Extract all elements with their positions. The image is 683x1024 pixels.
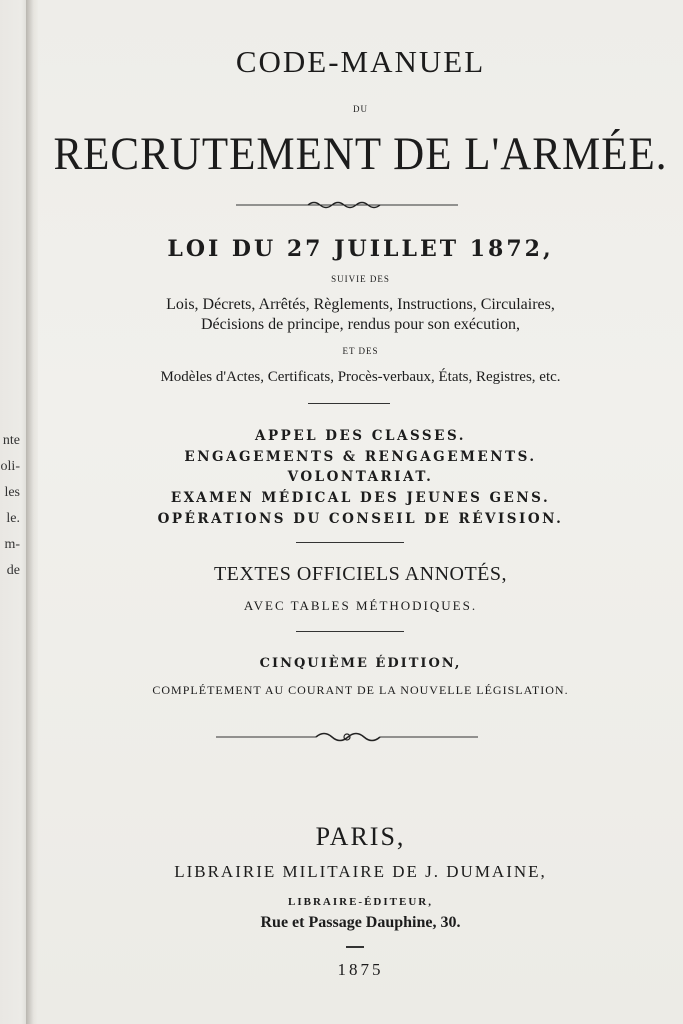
law-line-2: Décisions de principe, rendus pour son exécution, [200, 316, 521, 333]
left-page-fragment: m- [4, 537, 20, 552]
imprint-role: LIBRAIRE-ÉDITEUR, [288, 896, 433, 908]
imprint-dash [346, 946, 364, 948]
subject-item: EXAMEN MÉDICAL DES JEUNES GENS. [170, 490, 551, 506]
edition-note: COMPLÉTEMENT AU COURANT DE LA NOUVELLE LÉGISLATION. [152, 683, 569, 697]
edition-ornament-rule [216, 728, 478, 746]
law-et-des: ET DES [342, 346, 379, 356]
imprint-city: PARIS, [315, 822, 406, 851]
title-line-1: CODE-MANUEL [235, 44, 486, 79]
imprint-address: Rue et Passage Dauphine, 30. [260, 914, 461, 931]
subject-item: ENGAGEMENTS & RENGAGEMENTS. [184, 449, 537, 465]
section-divider [308, 403, 390, 404]
law-heading: LOI DU 27 JUILLET 1872, [167, 236, 554, 262]
edition-label: CINQUIÈME ÉDITION, [259, 656, 462, 671]
section-divider [296, 631, 404, 632]
texts-heading: TEXTES OFFICIELS ANNOTÉS, [213, 563, 508, 585]
law-line-1: Lois, Décrets, Arrêtés, Règlements, Instructions, Circulaires, [166, 296, 555, 313]
left-page-fragment: les [4, 485, 20, 500]
section-divider [296, 542, 404, 543]
law-suivie: SUIVIE DES [331, 274, 390, 284]
law-line-3: Modèles d'Actes, Certificats, Procès-verbaux, États, Registres, etc. [160, 369, 561, 385]
imprint-year: 1875 [337, 960, 384, 979]
subject-item: APPEL DES CLASSES. [255, 428, 466, 444]
title-connector: DU [353, 104, 368, 114]
imprint-publisher: LIBRAIRIE MILITAIRE DE J. DUMAINE, [174, 862, 547, 881]
left-page-fragment: oli- [0, 459, 20, 474]
title-line-2: RECRUTEMENT DE L'ARMÉE. [53, 129, 668, 180]
title-ornament-rule [236, 198, 458, 212]
left-page-fragment: nte [2, 433, 20, 448]
left-page-fragment: le. [6, 511, 20, 526]
texts-sub: AVEC TABLES MÉTHODIQUES. [243, 598, 478, 613]
subject-item: VOLONTARIAT. [287, 469, 434, 485]
subject-item: OPÉRATIONS DU CONSEIL DE RÉVISION. [157, 511, 564, 527]
left-page-fragment: de [6, 563, 20, 578]
